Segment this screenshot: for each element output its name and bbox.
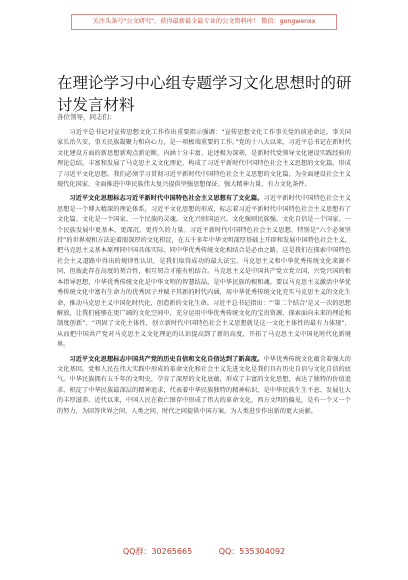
- contact-footer: [0, 546, 408, 557]
- paragraph: [57, 194, 351, 350]
- qq-group-label: QQ群：30265665: [122, 547, 193, 556]
- page-title: 在理论学习中心组专题学习文化思想时的研讨发言材料: [57, 74, 352, 115]
- promo-banner: 关注头条号"公文研究"，获得最新最全最专业的公文资料库！ 微信：gongwenxx: [71, 14, 337, 30]
- qq-number-label: QQ：535304092: [218, 547, 286, 556]
- paragraph-text: 习近平新时代中国特色社会主义思想是一个博大精深的理论体系，习近平文化思想的形成，标志着习近平新时代中国特色社会主义思想有了文化篇。文化是一个国家、一个民族的灵魂。文化兴则国运兴，文化强则民族强。文化自信是一个国家、一个民族发展中更基本、更深沉、更持久的力量。习近平新时代中国特色社会主义思想，特别是“六个必须坚持”的世界观和方法论着眼深厚的文化积淀，在五千多年中华文明深厚基础上开辟和发展中国特色社会主义，把马克思主义基本原理同中国具体实际、同中华优秀传统文化相结合是必由之路，这是我们在探索中国特色社会主义道路中得出的规律性认识，是我们取得成功的最大法宝。马克思主义和中华优秀传统文化来源不同，但彼此存在高度的契合性，相互契合才能有机结合。马克思主义是中国共产党立党立国、兴党兴国的根本指导思想，中华优秀传统文化是中华文明的智慧结晶，是中华民族的根和魂。要以马克思主义激活中华优秀传统文化中富有生命力的优秀因子并赋予其新的时代内涵，用中华优秀传统文化充实马克思主义的文化生命，推动马克思主义中国化时代化，创造新的文化生命。习近平总书记指出：“‘第二个结合’是又一次的思想解放，让我们能够在更广阔的文化空间中，充分运用中华优秀传统文化的宝贵资源，探索面向未来的理论和制度创新”，“巩固了文化主体性，创立新时代中国特色社会主义思想就是这一文化主体性的最有力体现”，从而把中国共产党对马克思主义文化理论的认识提高到了新的高度，开拓了马克思主义中国化时代化新境界。: [57, 195, 352, 349]
- paragraph-text: 习近平总书记对宣传思想文化工作作出重要指示强调：“宣传思想文化工作事关党的前途命运，事关国家长治久安，事关民族凝聚力和向心力，是一项极端重要的工作。”党的十八大以来，习近平总书记在新时代文化建设方面的新思想新观点新论断，内涵十分丰富、论述极为深刻，是新时代党领导文化建设实践经验的理论总结，丰富和发展了马克思主义文化理论，构成了习近平新时代中国特色社会主义思想的文化篇，形成了习近平文化思想。我们必须学习贯彻习近平新时代中国特色社会主义思想的文化篇，为全面建设社会主义现代化国家、全面推进中华民族伟大复兴提供坚强思想保证、强大精神力量、有力文化条件。: [57, 129, 351, 189]
- salutation: 各位领导，同志们：: [57, 113, 116, 121]
- paragraph-lead: 习近平文化思想标志习近平新时代中国特色社会主义思想有了文化篇。: [69, 195, 264, 203]
- document-body: [57, 128, 351, 421]
- paragraph-lead: 习近平文化思想标志中国共产党的历史自信和文化自信达到了新高度。: [69, 355, 264, 363]
- paragraph-text: 中华优秀传统文化蕴含着强大的文化基因，党和人民在伟大实践中形成的革命文化和社会主义先进文化是我们具有历史自信与文化自信的底气。中华民族拥有五千年的文明史，孕育了深厚的文化底蕴，形成了丰富的文化思想，表达了独特的价值追求，积淀了中华民族最深层的精神追求，代表着中华民族独特的精神标识，是中华民族生生不息、发展壮大的丰厚滋养。近代以来，中国人民在救亡图存中形成了伟大的革命文化，西方文明的偏见，是有一个又一个的努力，为回答世界之问、人类之问、时代之问提供中国方案，为人类进步作出新的更大贡献。: [57, 355, 351, 415]
- paragraph: [57, 128, 351, 190]
- paragraph: [57, 355, 351, 417]
